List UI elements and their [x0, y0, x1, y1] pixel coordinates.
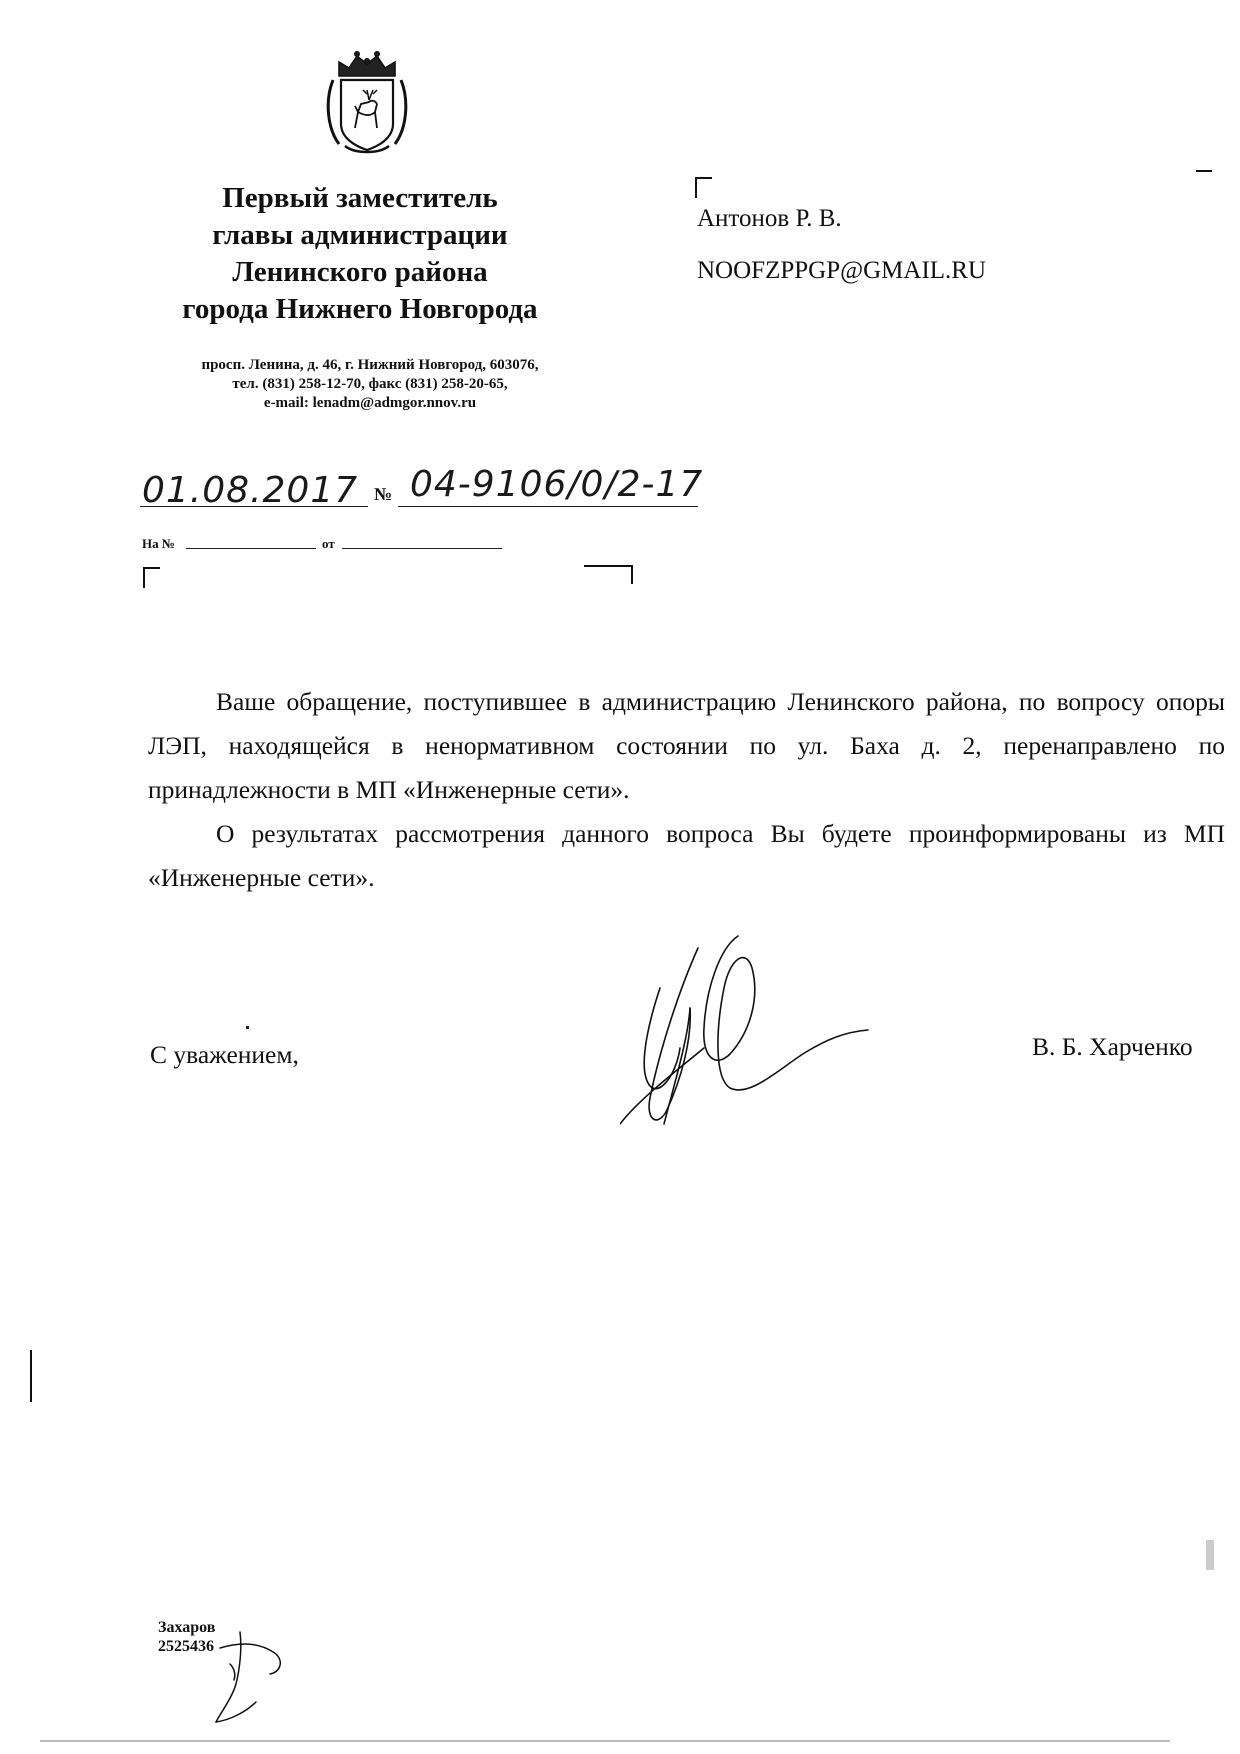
- scan-mark: [246, 1026, 249, 1029]
- scan-mark: [30, 1350, 32, 1402]
- scan-mark: [40, 1740, 1170, 1742]
- letterhead-line: Ленинского района: [232, 256, 488, 288]
- closing-phrase: С уважением,: [150, 1040, 299, 1069]
- corner-mark-icon: [142, 566, 162, 588]
- recipient-name: Антонов Р. В.: [697, 205, 842, 232]
- body-paragraph: О результатах рассмотрения данного вопроса Вы будете проинформированы из МП «Инженерные сети».: [148, 819, 1225, 892]
- from-underline: [342, 548, 502, 549]
- from-label: от: [322, 536, 335, 551]
- address-line: тел. (831) 258-12-70, факс (831) 258-20-65,: [232, 376, 508, 392]
- recipient-email: NOOFZPPGP@GMAIL.RU: [697, 257, 987, 284]
- letter-body: [148, 680, 1225, 900]
- number-sign: №: [374, 484, 393, 504]
- reply-to-label: На №: [142, 536, 175, 551]
- signer-name: В. Б. Харченко: [1032, 1032, 1193, 1061]
- executor-phone: 2525436: [158, 1638, 214, 1655]
- registration-number: 04-9106/0/2-17: [410, 464, 704, 505]
- number-underline: [398, 506, 698, 507]
- address-line: просп. Ленина, д. 46, г. Нижний Новгород, 603076,: [201, 357, 539, 373]
- handwritten-signature: [620, 928, 870, 1138]
- handwritten-initials: [200, 1628, 290, 1728]
- letterhead-line: города Нижнего Новгорода: [182, 293, 538, 325]
- registration-date: 01.08.2017: [142, 470, 359, 511]
- scan-mark: [1206, 1540, 1214, 1570]
- city-crest-icon: [325, 50, 409, 156]
- letterhead-address: [150, 356, 590, 413]
- recipient-block: [697, 193, 986, 297]
- letterhead-line: Первый заместитель: [222, 182, 498, 214]
- corner-mark-icon: [584, 564, 634, 586]
- reply-to-underline: [186, 548, 316, 549]
- letterhead-line: главы администрации: [212, 219, 508, 251]
- scan-mark: [1196, 170, 1212, 172]
- address-line: e-mail: lenadm@admgor.nnov.ru: [263, 395, 477, 411]
- executor-name: Захаров: [158, 1619, 216, 1636]
- body-paragraph: Ваше обращение, поступившее в администрацию Ленинского района, по вопросу опоры ЛЭП, находящейся в ненормативном состоянии по ул. Баха д. 2, перенаправлено по принадлежности в МП «Инженерные сети».: [148, 687, 1225, 804]
- letterhead-title: [140, 180, 580, 328]
- date-underline: [140, 506, 368, 507]
